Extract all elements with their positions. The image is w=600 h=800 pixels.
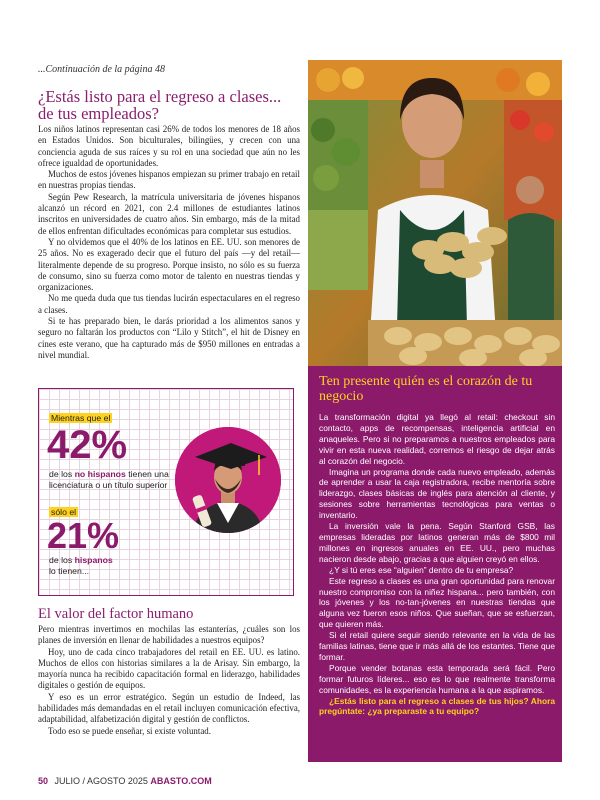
paragraph: Hoy, uno de cada cinco trabajadores del retail en EE. UU. es latino. Muchos de ellos con historias similares a la de Arisay. Sin embargo, la mayoría nunca ha recibido capacitación formal en liderazgo, habilidades digitales o gestión de equipos.	[38, 646, 300, 691]
paragraph: La transformación digital ya llegó al retail: checkout sin contacto, apps de recompensas, inteligencia artificial en anaqueles. Pero si no preparamos a nuestros empleados para vivir en esta nueva realidad, corremos el riesgo de dejar atrás al corazón del negocio.	[319, 412, 555, 466]
paragraph: Pero mientras invertimos en mochilas las estanterías, ¿cuáles son los planes de inversión en llenar de habilidades a nuestros equipos?	[38, 624, 300, 646]
stat2-description: de los hispanos lo tienen...	[49, 555, 113, 576]
continuation-note: ...Continuación de la página 48	[38, 64, 165, 75]
site-link[interactable]: ABASTO.COM	[150, 776, 212, 786]
issue-date: JULIO / AGOSTO 2025	[54, 776, 148, 786]
paragraph: Los niños latinos representan casi 26% de todos los menores de 18 años en Estados Unidos. Son biculturales, bilingües, y crecen con una conciencia aguda de sus raíces y su rol en una sociedad que aún no les ofrece igualdad de oportunidades.	[38, 124, 300, 168]
stat1-value: 42%	[47, 423, 128, 467]
grocery-worker-photo	[308, 60, 562, 366]
sidebar-title: Ten presente quién es el corazón de tu negocio	[319, 374, 533, 404]
paragraph: Si te has preparado bien, le darás prioridad a los alimentos sanos y seguro no faltarán los productos con “Lilo y Stitch”, el hit de Disney en cines este verano, que ha capturado más de $950 millones en entradas a nivel mundial.	[38, 316, 300, 360]
graduate-photo	[175, 427, 281, 533]
closing-question: ¿Estás listo para el regreso a clases de tus hijos? Ahora pregúntate: ¿ya preparaste a tu equipo?	[319, 695, 555, 717]
page-number: 50	[38, 776, 49, 786]
paragraph: Porque vender botanas esta temporada será fácil. Pero formar futuros líderes... eso es lo que realmente transforma comunidades, es la experiencia humana a la que aspiramos.	[319, 662, 555, 695]
section-body	[38, 624, 300, 737]
paragraph: Si el retail quiere seguir siendo relevante en la vida de las familias latinas, tiene que ir más allá de los estantes. Tiene que formar.	[319, 630, 555, 662]
paragraph: Este regreso a clases es una gran oportunidad para renovar nuestro compromiso con la niñez hispana... pero también, con los jóvenes y los no-tan-jóvenes en nuestras tiendas que alguna vez fueron esos niños. Que sueñan, que se esfuerzan, que quieren más.	[319, 575, 555, 630]
paragraph: Y no olvidemos que el 40% de los latinos en EE. UU. son menores de 25 años. No es exagerado decir que el futuro del país —y del retail— literalmente depende de su progreso. Porque insisto, no sólo es su fuerza de consumo, sino su fuerza como motor de talento en nuestras tiendas y organizaciones.	[38, 236, 300, 293]
stat1-label: Mientras que el	[51, 413, 111, 423]
stat1-description: de los no hispanos tienen una licenciatura o un título superior	[49, 469, 169, 490]
paragraph: No me queda duda que tus tiendas lucirán espectaculares en el regreso a clases.	[38, 293, 300, 315]
stat2-value: 21%	[47, 515, 120, 556]
sidebar-box	[308, 366, 562, 762]
sidebar-body	[319, 412, 555, 717]
paragraph: Según Pew Research, la matrícula universitaria de jóvenes hispanos alcanzó un récord en 2021, con 2.4 millones de estudiantes latinos inscritos en universidades de cuatro años. Sin embargo, más de la mitad de ellos enfrentan dificultades económicas para completar sus estudios.	[38, 191, 300, 236]
stat2-label: sólo el	[51, 507, 77, 517]
paragraph: Muchos de estos jóvenes hispanos empiezan su primer trabajo en retail en nuestras propias tiendas.	[38, 169, 300, 191]
article-body	[38, 124, 300, 361]
page-footer	[38, 776, 212, 786]
paragraph: La inversión vale la pena. Según Stanford GSB, las empresas lideradas por latinos generan más de $800 mil millones en ingresos anuales en EE. UU., pero muchas nacieron desde abajo, gracias a que alguien creyó en ellos.	[319, 521, 555, 564]
paragraph: Todo eso se puede enseñar, si existe voluntad.	[48, 725, 211, 736]
section-title: El valor del factor humano	[38, 606, 194, 622]
paragraph: ¿Y si tú eres ese “alguien” dentro de tu empresa?	[329, 564, 514, 575]
paragraph: Y eso es un error estratégico. Según un estudio de Indeed, las habilidades más demandadas en el retail incluyen comunicación efectiva, adaptabilidad, alfabetización digital y gestión de conflictos.	[38, 691, 300, 725]
article-title: ¿Estás listo para el regreso a clases... de tus empleados?	[38, 87, 282, 123]
paragraph: Imagina un programa donde cada nuevo empleado, además de aprender a usar la caja registradora, recibe mentoría sobre liderazgo, clases básicas de inglés para atención al cliente, y sesiones sobre herramientas tecnológicas para ventas o inventario.	[319, 466, 555, 521]
education-stats-infographic	[38, 388, 294, 596]
